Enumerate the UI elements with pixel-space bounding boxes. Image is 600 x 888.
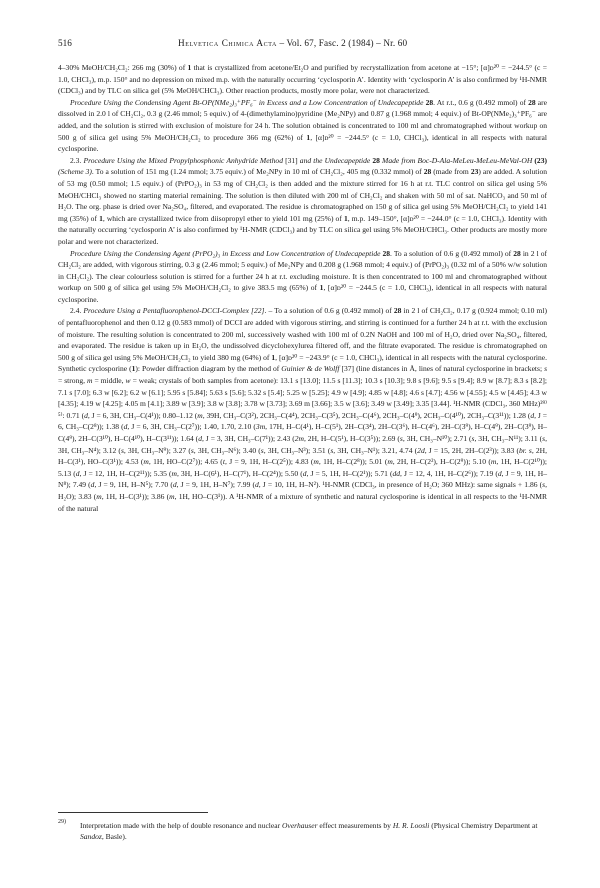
paragraph: [58, 248, 547, 306]
text-run: ): Powder diffraction diagram by the method of: [135, 364, 282, 374]
text-run: , H₂O); 3.83 (: [58, 480, 547, 501]
text-run: 1: [187, 63, 192, 72]
footnote-marker: 29): [58, 819, 66, 825]
text-run: , 3H, CH₃–N¹¹); 3.11 (: [474, 434, 543, 443]
running-header: [58, 38, 546, 52]
text-run: 2.3.: [70, 155, 84, 165]
text-run: . To a solution of 0.6 g (0.492 mmol) of: [390, 248, 514, 258]
footnote-text: [80, 820, 547, 843]
text-run: s: [260, 445, 264, 455]
text-run: 1: [343, 213, 348, 223]
text-run: 28: [372, 155, 380, 165]
text-run: s: [330, 445, 334, 455]
text-run: , 3H, H–C(6¹), H–C(7¹), H–C(2⁴)); 5.50 (: [176, 468, 303, 478]
journal-name: Helvetica Chimica Acta: [178, 38, 277, 48]
text-run: 1: [306, 132, 311, 142]
text-run: s: [190, 445, 194, 455]
text-run: , m.p. 149–150°, [α]ᴅ²⁰ = −244.0° (c = 1.0, CHCl₃). Identity with the naturally occurring ‘cyclosporin A’ is also confirmed by ¹H-NMR (CDCl₃) and by TLC on silica gel using 5% MeOH/CHCl₃. Other products are mostly more polar and were not characterized.: [58, 213, 548, 246]
text-run: w: [125, 376, 131, 386]
text-run: ) are added. A solution of 53 mg (0.50 mmol; 1.5 equiv.) of (PrPO₂)₃ in 53 mg of CH₂Cl₂ is then added and the mixture stirred for 16 h at r.t. TLC control on silica gel using 5% MeOH/CHCl₃ showed no starting material remaining. The solution is then diluted with 200 ml of CH₂Cl₂ and shaken with 50 ml of sat. NaHCO₃ and 50 ml of H₂O. The org. phase is dried over Na₂SO₄, filtered, and evaporated. The residue is chromatographed on 150 g of silica gel using 5% MeOH/CH₂Cl₂ to yield 141 mg (35%) of: [58, 167, 547, 223]
text-run: d: [530, 410, 535, 420]
text-run: , J = 6, 3H, CH₃–C(4¹)); 0.80–1.12 (: [87, 410, 198, 420]
text-run: (made from: [431, 167, 471, 177]
text-run: , [α]ᴅ²⁰ = −243.9° (c = 1.0, CHCl₃), identical in all respects with the natural cyclosporine. Synthetic cyclosporine (: [58, 352, 548, 374]
text-run: 28: [513, 248, 521, 258]
text-run: s: [542, 434, 546, 443]
text-run: = middle,: [92, 376, 126, 386]
text-run: 28: [528, 97, 536, 107]
text-run: . At r.t., 0.6 g (0.492 mmol) of: [433, 97, 529, 107]
text-run: (Scheme 3): [58, 167, 92, 177]
text-run: , J = 15, 2H, 2H–C(2³)); 3.83 (: [424, 445, 519, 455]
journal-volume: – Vol. 67, Fasc. 2 (1984) – Nr. 60: [279, 38, 408, 48]
body-text: [58, 62, 547, 514]
text-run: are dissolved in 2.0 l of CH₂Cl₂, 0.3 g (2.46 mmol; 5 equiv.) of 4-(dimethylamino)pyridine (Me₂NPy) and 0.87 g (1.968 mmol; 4 equiv.) of Bt-OP(NMe₂)₃⁺PF₆⁻ are added, and the solution is stirred with exclusion of moisture for 24 h. The solution obtained is concentrated to 100 ml and chromatographed without workup on 500 g of silica gel using 5% MeOH/CH₂Cl₂ to procedure 366 mg (62%) of: [58, 97, 548, 142]
text-run: , 3H, CH₃–N⁹); 3.27 (: [123, 445, 191, 455]
text-run: dd: [392, 468, 401, 478]
text-run: br. s: [518, 445, 532, 455]
text-run: Procedure Using the Condensing Agent (PrPO₂)₃ in Excess and Low Concentration of Undecapeptide: [70, 248, 383, 258]
text-run: Interpretation made with the help of double resonance and nuclear: [80, 821, 283, 830]
text-run: , 3H, CH₃–N⁶); 3.40 (: [193, 445, 261, 455]
text-run: t: [222, 457, 225, 467]
text-run: , 3H, CH₃–N¹⁰); 2.71 (: [402, 434, 472, 443]
text-run: , 3H, CH₃–N⁴); 3.12 (: [58, 434, 547, 455]
text-run: (23): [534, 155, 547, 165]
text-run: 28: [425, 97, 434, 107]
text-run: . To a solution of 151 mg (1.24 mmol; 3.75 equiv.) of Me₂NPy in 10 ml of CH₂Cl₂, 405 mg (0.332 mmol) of: [91, 167, 424, 177]
text-run: effect measurements by: [317, 821, 393, 830]
text-run: d: [172, 480, 177, 490]
text-run: and the Undecapeptide: [299, 155, 373, 165]
text-run: , 1H, HO–C(3¹)). A ¹H-NMR of a mixture of synthetic and natural cyclosporine is identical in all respects to the ¹H-NMR of the natural: [58, 491, 548, 513]
text-run: d: [123, 422, 128, 432]
text-run: , 1H, H–C(3¹)); 3.86 (: [101, 491, 170, 501]
text-run: s: [471, 434, 475, 443]
text-run: . – To a solution of 0.6 g (0.492 mmol) of: [264, 306, 394, 316]
text-run: d: [302, 468, 307, 478]
text-run: d: [497, 468, 502, 478]
text-run: that is crystallized from acetone/Et₂O and purified by recrystallization from acetone at −15°; [α]ᴅ²⁰ = −244.5° (c = 1.0, CHCl₃), m.p. 150° and no depression on mixed m.p. with the naturally occurring ‘cyclosporin A’. Identity with ‘cyclosporin A’ is also confirmed by ¹H-NMR (CDCl₃) and by TLC on silica gel (5% MeOH/CHCl₃). Other reaction products, mostly more polar, were not characterized.: [58, 63, 547, 96]
text-run: 2d: [417, 445, 425, 455]
text-run: , J = 6, 3H, CH₃–C(2⁷)); 1.40, 1.70, 2.10 (: [127, 422, 256, 432]
text-run: Procedure Using the Mixed Propylphosphonic Anhydride Method: [83, 155, 283, 165]
text-run: , J = 6, CH₃–C(2⁸)); 1.38 (: [58, 410, 548, 432]
text-run: [31]: [282, 155, 300, 165]
text-run: d: [254, 480, 259, 490]
text-run: 28: [382, 248, 391, 258]
paragraph: [58, 62, 547, 97]
text-run: m: [96, 491, 102, 501]
text-run: d: [90, 480, 95, 490]
text-run: 2m: [294, 434, 304, 443]
text-run: 3m: [255, 422, 266, 432]
text-run: m: [387, 457, 393, 467]
text-run: , J = 9, 1H, H–C(2⁵)); 4.83 (: [224, 457, 314, 467]
text-run: 1: [271, 352, 276, 362]
text-run: (Physical Chemistry Department at: [429, 821, 538, 830]
text-run: , 17H, H–C(4¹), H–C(5¹), 2H–C(3⁴), 2H–C(3⁶), H–C(4⁶), 2H–C(3⁹), H–C(4⁹), 2H–C(3⁹), H–C(4⁹), 2H–C(3¹⁰), H–C(4¹⁰), H–C(3¹¹)); 1.64 (: [58, 422, 547, 443]
text-run: , 39H, CH₃–C(3²), 2CH₃–C(4⁴), 2CH₃–C(3⁵), 2CH₃–C(4⁶), 2CH₃–C(4⁹), 2CH₃–C(4¹⁰), 2CH₃–C(3¹¹)); 1.28 (: [202, 410, 531, 420]
text-run: , Basle).: [101, 832, 127, 842]
text-run: 1: [99, 213, 103, 223]
text-run: 28: [423, 167, 432, 177]
text-run: H. R. Loosli: [392, 821, 430, 830]
footnote-rule: [58, 812, 208, 813]
text-run: m: [143, 457, 149, 467]
text-run: Guinier & de Wolff: [281, 364, 340, 374]
text-run: , 2H, H–C(2²), H–C(2⁹)); 5.10 (: [392, 457, 491, 467]
text-run: , 1H, H–C(2¹⁰)); 5.13 (: [58, 457, 548, 478]
text-run: d: [84, 410, 88, 420]
page-number: 516: [58, 38, 72, 48]
text-run: 1: [319, 283, 324, 293]
journal-title: [178, 38, 407, 48]
text-run: , [α]ᴅ²⁰ = −244.5° (c = 1.0, CHCl₃), identical in all respects with natural cyclosporine.: [58, 132, 547, 154]
text-run: , J = 9, 1H, H–N⁸); 7.49 (: [58, 468, 548, 490]
text-run: , J = 12, 4, 1H, H–C(2⁶)); 7.19 (: [400, 468, 498, 478]
text-run: , 2H, H–C(5¹), H–C(3⁵)); 2.69 (: [303, 434, 400, 443]
text-run: , [α]ᴅ²⁰ = −244.5 (c = 1.0, CHCl₃), identical in all respects with natural cyclosporine.: [58, 283, 547, 304]
text-run: in 2 l of CH₂Cl₂, 0.17 g (0.924 mmol; 0.10 ml) of pentafluorophenol and then 0.12 g (0.583 mmol) of DCCI are added with vigorous stirring, and stirring is continued for a further 24 h at r.t. with the exclusion of moisture. The resulting solution is concentrated to 200 ml, successively washed with 100 ml of 0.2N NaOH and 100 ml of H₂O, dried over Na₂SO₄, filtered, and evaporated. The residue is taken up in Et₂O, the undissolved dicyclohexylurea filtered off, and the filtrate evaporated. The residue is chromatographed on 500 g of silica gel using 5% MeOH/CH₂Cl₂ to yield 380 mg (64%) of: [58, 306, 547, 362]
text-run: m: [313, 457, 319, 467]
text-run: , J = 12, 1H, H–C(2¹¹)); 5.35 (: [79, 468, 172, 478]
text-run: , 2H, H–C(3¹), HO–C(3¹)); 4.53 (: [58, 445, 548, 467]
text-run: , which are crystallized twice from diisopropyl ether to yield 101 mg (25%) of: [102, 213, 344, 223]
text-run: m: [171, 468, 177, 478]
text-run: , 1H, H–C(2⁸)); 5.01 (: [318, 457, 388, 467]
paragraph: [58, 305, 547, 514]
text-run: 2.4.: [70, 306, 84, 316]
text-run: = weak; crystals of both samples from acetone): 13.1 s [13.0]; 11.5 s [11.3]; 10.3 s [10.3]; 9.8 s [9.6]; 9.5 s [9.4]; 8.9 w [8.7]; 8.3 s [8.2]; 7.1 s [7.0]; 6.3 w [6.2]; 6.2 w [6.1]; 5.95 s [5.84]; 5.63 s [5.6]; 5.32 s [5.4]; 5.25 w [5.25]; 4.9 w [4.9]; 4.85 w [4.8]; 4.6 s [4.7]; 4.56 w [4.55]; 4.5 w [4.45]; 4.3 w [4.35]; 4.19 w [4.25]; 4.05 m [4.1]; 3.89 w [3.9]; 3.8 w [3.8]; 3.78 w [3.73]; 3.69 m [3.66]; 3.5 w [3.6]; 3.49 w [3.49]; 3.35 [3.44]. ¹H-NMR (CDCl₃, 360 MHz)²⁹⁾⁵⁾: 0.71 (: [58, 376, 548, 420]
text-run: = strong,: [58, 376, 87, 386]
text-run: Made from Boc-D-Ala-MeLeu-MeLeu-MeVal-OH: [379, 155, 535, 165]
text-run: m: [87, 376, 93, 386]
text-run: m: [490, 457, 497, 467]
text-run: , 3H, CH₃–N³); 3.51 (: [263, 445, 331, 455]
text-run: , J = 9, 1H, H–N⁵); 7.70 (: [94, 480, 173, 490]
text-run: d: [75, 468, 80, 478]
paragraph: [58, 97, 547, 155]
text-run: m: [169, 491, 175, 501]
text-run: , J = 10, 1H, H–N²). ¹H-NMR (CDCl₃, in presence of H₂O; 360 MHz): same signals + 1.86 (: [258, 480, 543, 490]
text-run: Procedure Using a Pentafluorophenol-DCCI-Complex [22]: [83, 306, 265, 316]
text-run: Procedure Using the Condensing Agent Bt-OP(NMe₂)₃⁺PF₆⁻ in Excess and a Low Concentration of Undecapeptide: [70, 97, 426, 107]
text-run: s: [544, 364, 547, 374]
text-run: s: [120, 445, 124, 455]
text-run: 28: [393, 306, 402, 316]
text-run: [37] (line distances in Å, lines of natural cyclosporine in brackets;: [339, 364, 545, 374]
text-run: , J = 9, 1H, H–N⁷); 7.99 (: [176, 480, 255, 490]
text-run: s: [542, 480, 546, 490]
text-run: 23: [470, 167, 479, 177]
text-run: 4–30% MeOH/CH₂Cl₂: 266 mg (30%) of: [58, 63, 188, 72]
text-run: , 1H, HO–C(2⁷)); 4.65 (: [148, 457, 223, 467]
text-run: m: [197, 410, 203, 420]
text-run: , 3H, CH₃–N¹); 3.21, 4.74 (: [333, 445, 418, 455]
text-run: Sandoz: [80, 832, 102, 842]
footnote: [58, 820, 547, 843]
text-run: s: [399, 434, 403, 443]
paragraph: [58, 155, 547, 248]
text-run: 1: [131, 364, 136, 374]
text-run: d: [198, 434, 202, 443]
text-run: Overhauser: [282, 821, 318, 830]
text-run: , J = 5, 1H, H–C(2¹)); 5.71 (: [306, 468, 393, 478]
text-run: in 2 l of CH₂Cl₂ are added, with vigorous stirring, 0.3 g (2.46 mmol; 5 equiv.) of Me₂NPy and 0.208 g (1.968 mmol; 4 equiv.) of (PrPO₂)₃ (0.32 ml of a 50% w/w solution in CH₂Cl₂). The clear colourless solution is stirred for a further 24 h at r.t. excluding moisture. It is then concentrated to 100 ml and chromatographed without workup on 500 g of silica gel using 5% MeOH/CH₂Cl₂ to give 383.5 mg (65%) of: [58, 248, 548, 293]
text-run: , J = 3, 3H, CH₃–C(7¹)); 2.43 (: [201, 434, 295, 443]
